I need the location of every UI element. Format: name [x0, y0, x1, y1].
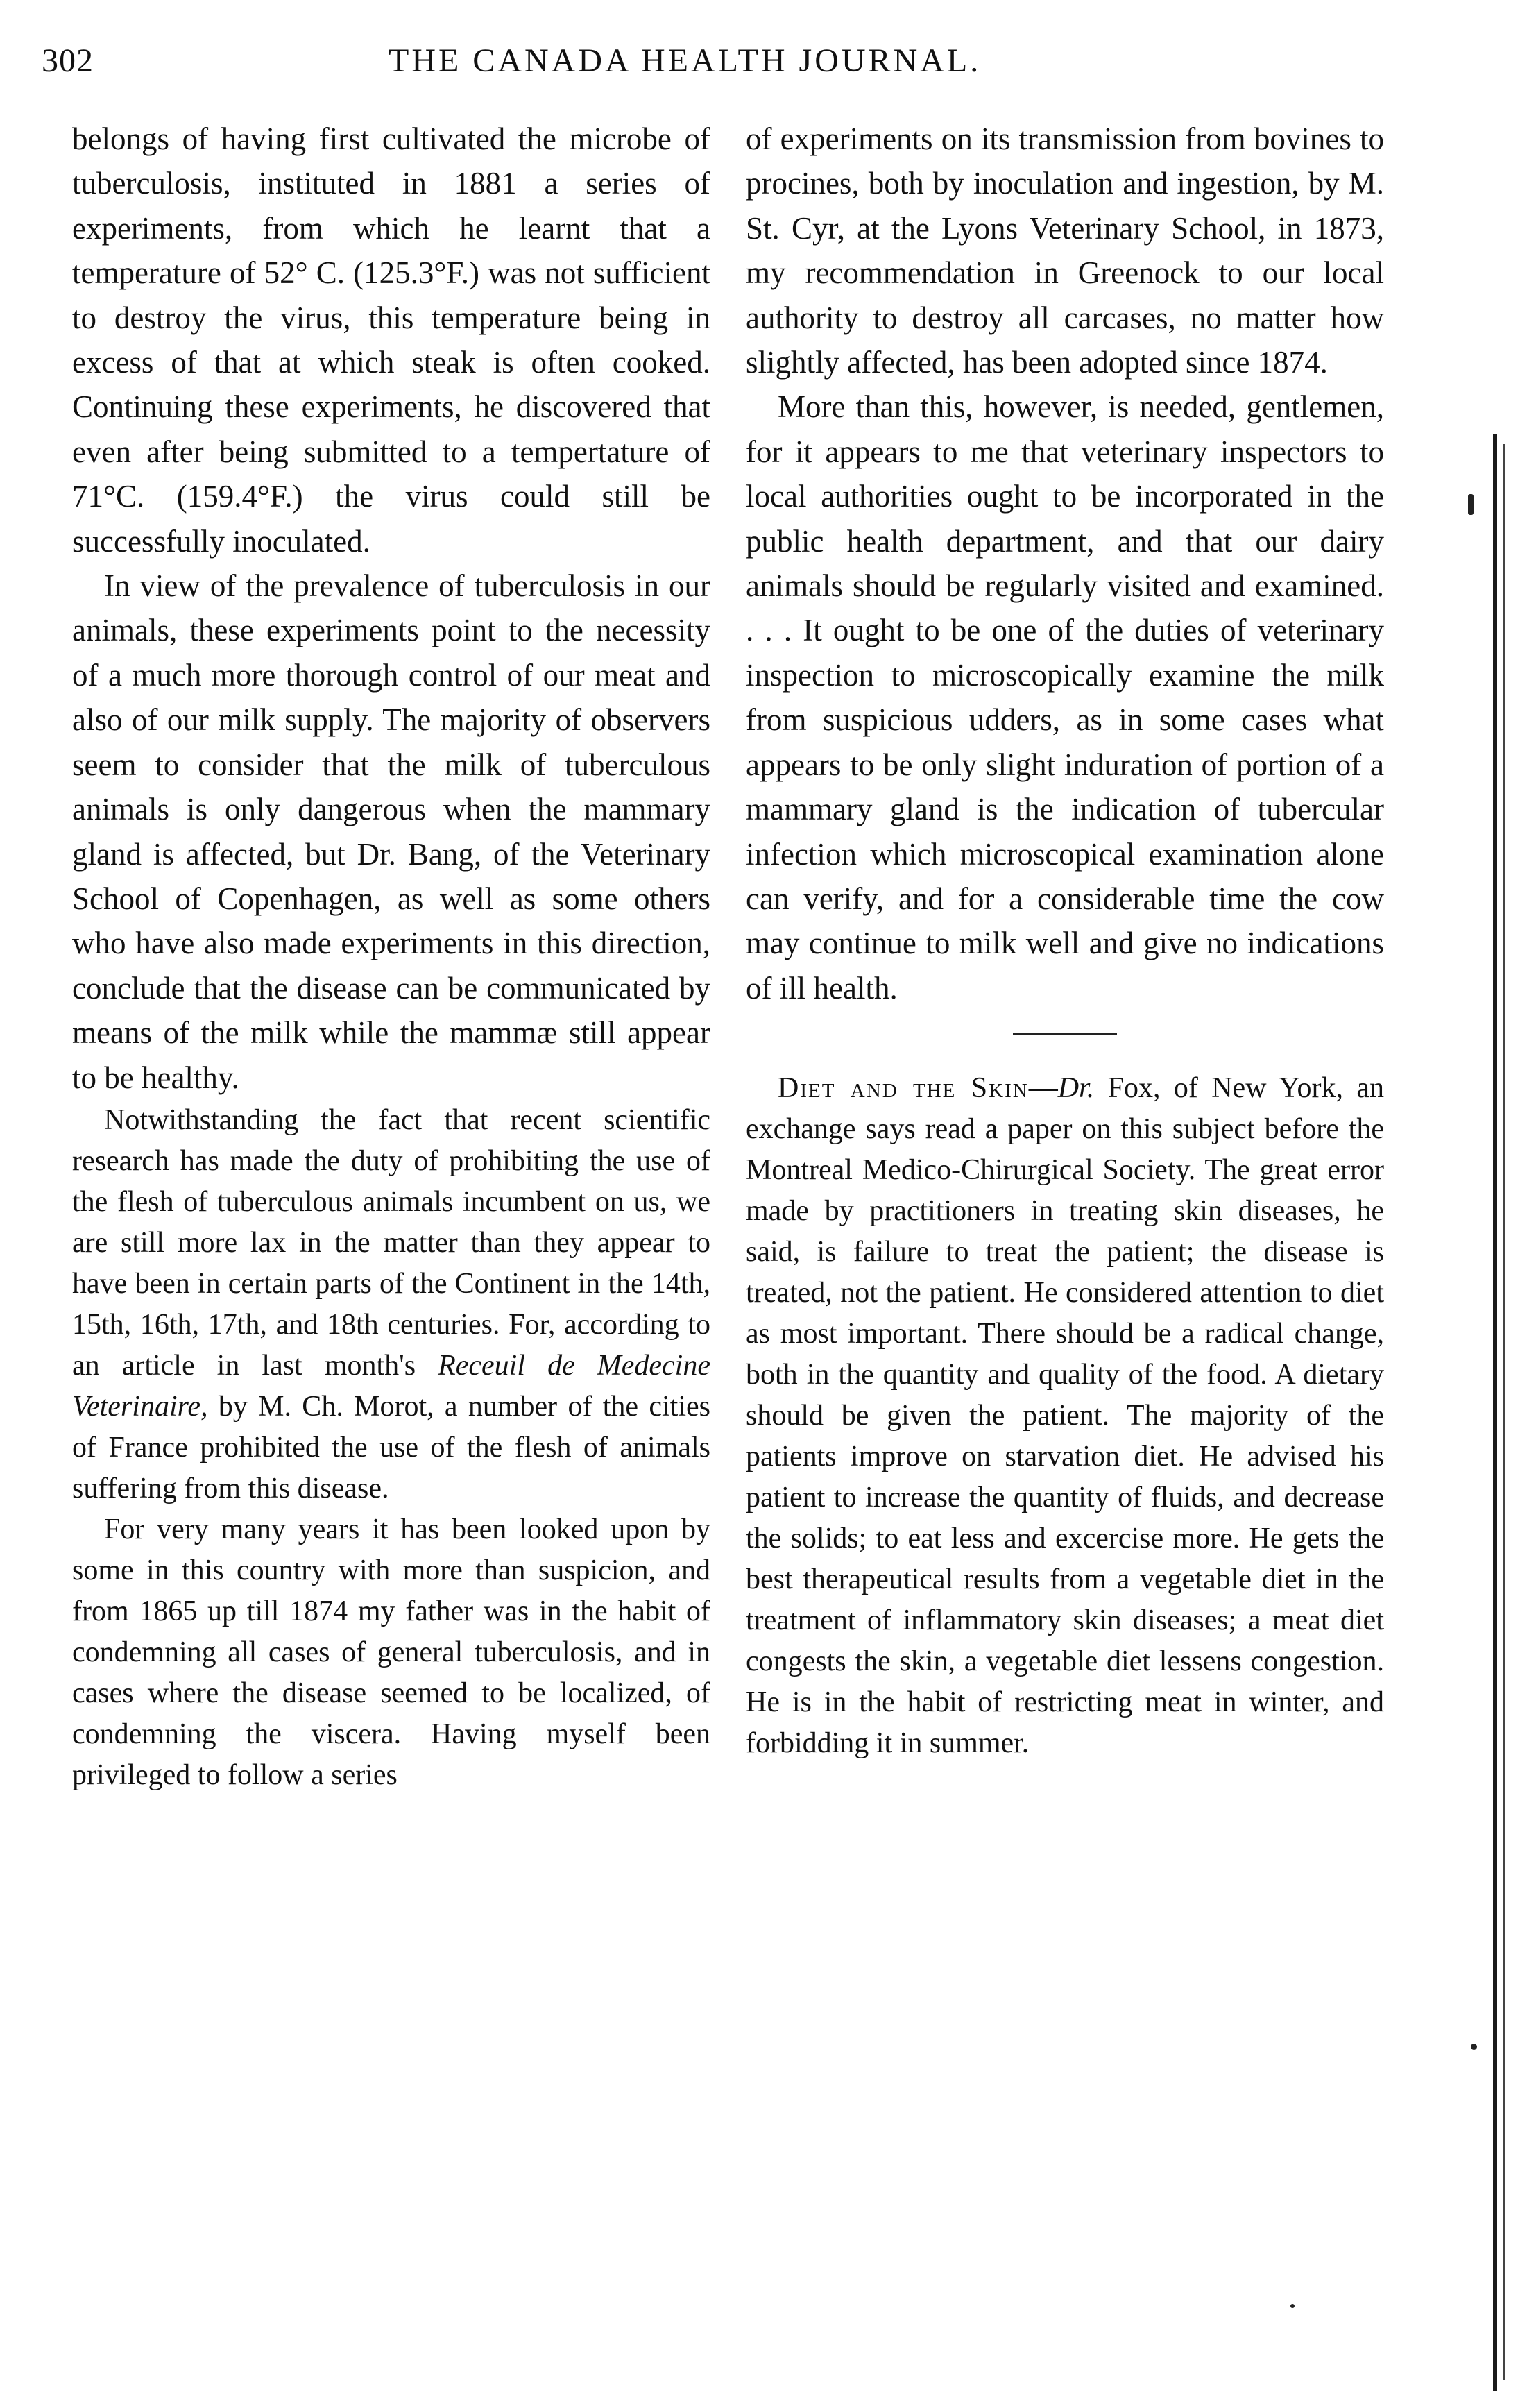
scan-edge-line-inner	[1503, 444, 1505, 2380]
left-column	[72, 117, 710, 1796]
page-number: 302	[42, 42, 94, 79]
left-paragraph-3-text-b: by M. Ch. Morot, a number of the cities of France prohibited the use of the flesh of animals suffering from this disease.	[72, 1390, 710, 1504]
left-paragraph-3-text-a: Notwithstanding the fact that recent scientific research has made the duty of prohibiting the use of the flesh of tuberculous animals incumbent on us, we are still more lax in the matter than they appear to have been in certain parts of the Continent in the 14th, 15th, 16th, 17th, and 18th centuries. For, according to an article in last month's	[72, 1103, 710, 1382]
left-paragraph-4: For very many years it has been looked upon by some in this country with more than suspicion, and from 1865 up till 1874 my father was in the habit of condemning all cases of general tuberculosis, and in cases where the disease seemed to be localized, of condemning the viscera. Having myself been privileged to follow a series	[72, 1513, 710, 1791]
left-paragraph-1: belongs of having first cultivated the microbe of tuberculosis, instituted in 1881 a series of experiments, from which he learnt that a temperature of 52° C. (125.3°F.) was not sufficient to destroy the virus, this temperature being in excess of that at which steak is often cooked. Continuing these experiments, he discovered that even after being submitted to a tempertature of 71°C. (159.4°F.) the virus could still be successfully inoculated.	[72, 121, 710, 559]
journal-title-italic: Receuil de Medecine Veterinaire,	[72, 1349, 710, 1423]
running-head: THE CANADA HEALTH JOURNAL.	[389, 42, 982, 79]
scan-speck	[1290, 2304, 1295, 2308]
right-paragraph-1: of experiments on its transmission from bovines to procines, both by inoculation and ingestion, by M. St. Cyr, at the Lyons Veterinary School, in 1873, my recommendation in Greenock to our local authority to destroy all carcases, no matter how slightly affected, has been adopted since 1874.	[746, 121, 1384, 380]
scan-speck	[1468, 494, 1474, 515]
left-paragraph-3	[72, 1100, 710, 1509]
right-paragraph-2: More than this, however, is needed, gentlemen, for it appears to me that veterinary inspectors to local authorities ought to be incorporated in the public health department, and that our dairy animals should be regularly visited and examined. . . . It ought to be one of the duties of veterinary inspection to microscopically examine the milk from suspicious udders, as in some cases what appears to be only slight induration of portion of a mammary gland is the indication of tubercular infection which microscopical examination alone can verify, and for a considerable time the cow may continue to milk well and give no indications of ill health.	[746, 389, 1384, 1006]
scan-edge-line	[1493, 434, 1497, 2391]
left-paragraph-2: In view of the prevalence of tuberculosis in our animals, these experiments point to the necessity of a much more thorough control of our meat and also of our milk supply. The majority of observers seem to consider that the milk of tuberculous animals is only dangerous when the mammary gland is affected, but Dr. Bang, of the Veterinary School of Copenhagen, as well as some others who have also made experiments in this direction, conclude that the disease can be communicated by means of the milk while the mammæ still appear to be healthy.	[72, 568, 710, 1095]
page-header	[42, 42, 1159, 97]
right-paragraph-3-text: Fox, of New York, an exchange says read a paper on this subject before the Montreal Medico-Chirurgical Society. The great error made by practitioners in treating skin diseases, he said, is failure to treat the patient; the disease is treated, not the patient. He considered attention to diet as most important. There should be a radical change, both in the quantity and quality of the food. A dietary should be given the patient. The majority of the patients improve on starvation diet. He advised his patient to increase the quantity of fluids, and decrease the solids; to eat less and excercise more. He gets the best therapeutical results from a vegetable diet in the treatment of inflammatory skin diseases; a meat diet congests the skin, a vegetable diet lessens congestion. He is in the habit of restricting meat in winter, and forbidding it in summer.	[746, 1072, 1384, 1760]
scan-speck	[1471, 2044, 1477, 2050]
heading-dash: —	[1028, 1072, 1058, 1105]
author-title-italic: Dr.	[1057, 1072, 1095, 1105]
right-paragraph-3	[746, 1068, 1384, 1764]
section-heading: Diet and the Skin	[778, 1072, 1029, 1105]
section-divider	[1013, 1033, 1117, 1035]
right-column	[746, 117, 1384, 1764]
